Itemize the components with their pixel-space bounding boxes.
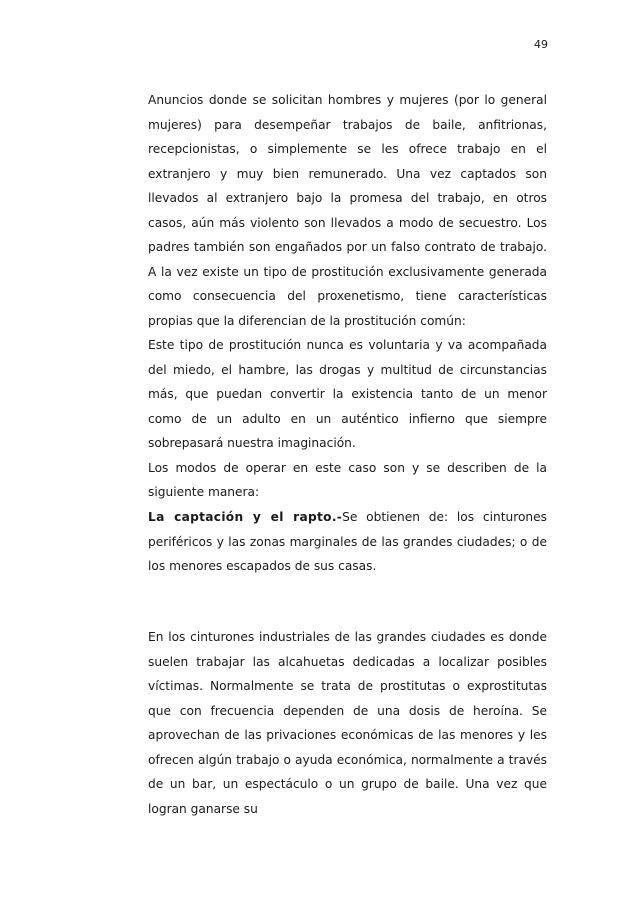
section-heading: La captación y el rapto.- [148,510,343,524]
page-number: 49 [534,38,548,51]
paragraph: Anuncios donde se solicitan hombres y mujeres (por lo general mujeres) para desempeñar trabajos de baile, anfitrionas, recepcionistas, o simplemente se les ofrece trabajo en el extranjero y muy bien remunerado. Una vez captados son llevados al extranjero bajo la promesa del trabajo, en otros casos, aún más violento son llevados a modo de secuestro. Los padres también son engañados por un falso contrato de trabajo. A la vez existe un tipo de prostitución exclusivamente generada como consecuencia del proxenetismo, tiene características propias que la diferencian de la prostitución común: [148,93,547,328]
section-body: Se obtienen de: los cinturones periféricos y las zonas marginales de las grandes ciudades; o de los menores escapados de sus casas. [148,510,547,573]
paragraph: Este tipo de prostitución nunca es voluntaria y va acompañada del miedo, el hambre, las drogas y multitud de circunstancias más, que puedan convertir la existencia tanto de un menor como de un adulto en un auténtico infierno que siempre sobrepasará nuestra imaginación. [148,338,547,450]
text-block-intro [148,88,547,505]
paragraph: En los cinturones industriales de las grandes ciudades es donde suelen trabajar las alcahuetas dedicadas a localizar posibles víctimas. Normalmente se trata de prostitutas o exprostitutas que con frecuencia dependen de una dosis de heroína. Se aprovechan de las privaciones económicas de las menores y les ofrecen algún trabajo o ayuda económica, normalmente a través de un bar, un espectáculo o un grupo de baile. Una vez que logran ganarse su [148,630,547,816]
text-block-captacion [148,505,547,579]
paragraph [148,505,547,579]
text-block-cinturones [148,625,547,821]
paragraph: Los modos de operar en este caso son y se describen de la siguiente manera: [148,460,547,499]
